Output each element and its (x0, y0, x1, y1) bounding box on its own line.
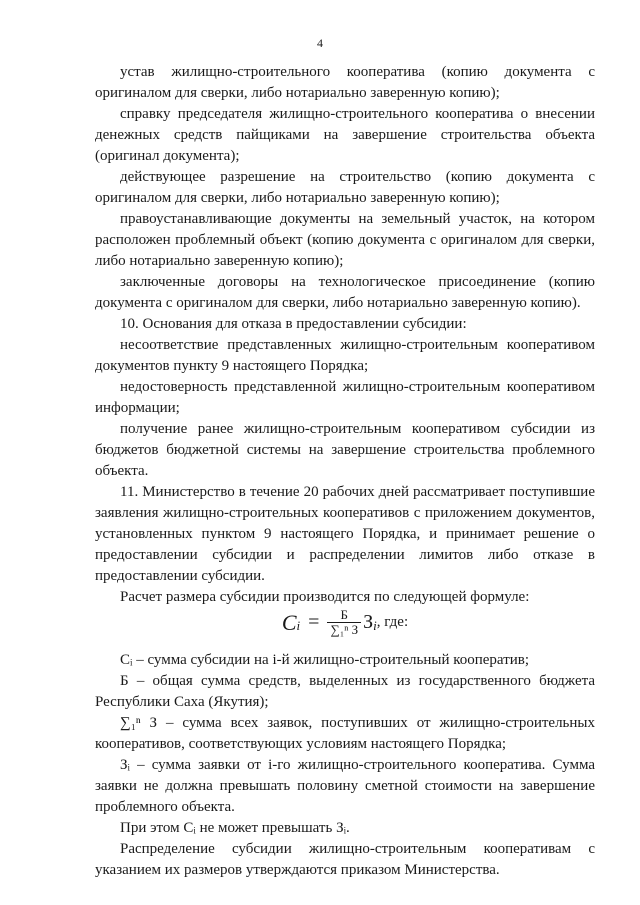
formula-fraction (327, 608, 361, 637)
paragraph: Распределение субсидии жилищно-строительным кооперативам с указанием их размеров утверждаются приказом Министерства. (95, 841, 595, 878)
formula-intro: Расчет размера субсидии производится по следующей формуле: (120, 589, 530, 605)
formula-factor: З (363, 611, 374, 633)
formula-numerator: Б (327, 608, 361, 623)
paragraph: недостоверность представленной жилищно-строительным кооперативом информации; (95, 379, 595, 416)
constraint-paragraph: При этом Сᵢ не может превышать Зᵢ. (120, 820, 350, 836)
section-heading-10: 10. Основания для отказа в предоставлении субсидии: (120, 316, 467, 332)
subsidy-formula (95, 608, 595, 650)
paragraph: действующее разрешение на строительство (копию документа с оригиналом для сверки, либо нотариально заверенную копию); (95, 169, 595, 206)
formula-factor-subscript: i (373, 618, 377, 634)
paragraph: устав жилищно-строительного кооператива (копию документа с оригиналом для сверки, либо нотариально заверенную копию); (95, 64, 595, 101)
definition-ci: Сᵢ – сумма субсидии на i-й жилищно-строительный кооператив; (120, 652, 530, 668)
document-body (95, 62, 595, 881)
definition-b: Б – общая сумма средств, выделенных из государственного бюджета Республики Саха (Якутия); (95, 673, 595, 710)
formula-denominator: ∑₁ⁿ З (330, 622, 359, 637)
page-number: 4 (317, 36, 323, 50)
formula-lhs-subscript: i (296, 618, 301, 634)
definition-zi: Зᵢ – сумма заявки от i-го жилищно-строительного кооператива. Сумма заявки не должна превышать половину сметной стоимости на завершение проблемного объекта. (95, 757, 595, 815)
section-11-paragraph: 11. Министерство в течение 20 рабочих дней рассматривает поступившие заявления жилищно-строительных кооперативов с приложением документов, установленных пунктом 9 настоящего Порядка, и принимает решение о предоставлении субсидии и распределении лимитов либо отказе в предоставлении субсидии. (95, 484, 595, 584)
paragraph: несоответствие представленных жилищно-строительным кооперативом документов пункту 9 настоящего Порядка; (95, 337, 595, 374)
definition-sum: ∑₁ⁿ З – сумма всех заявок, поступивших от жилищно-строительных кооперативов, соответствующих условиям настоящего Порядка; (95, 715, 595, 752)
paragraph: правоустанавливающие документы на земельный участок, на котором расположен проблемный объект (копию документа с оригиналом для сверки, либо нотариально заверенную копию); (95, 211, 595, 269)
formula-equals: = (308, 611, 320, 633)
paragraph: заключенные договоры на технологическое присоединение (копию документа с оригиналом для сверки, либо нотариально заверенную копию). (95, 274, 595, 311)
formula-lhs: C (281, 610, 297, 635)
paragraph: получение ранее жилищно-строительным кооперативом субсидии из бюджетов бюджетной системы на завершение строительства проблемного объекта. (95, 421, 595, 479)
paragraph: справку председателя жилищно-строительного кооператива о внесении денежных средств пайщиками на завершение строительства объекта (оригинал документа); (95, 106, 595, 164)
formula-tail: , где: (376, 614, 409, 630)
